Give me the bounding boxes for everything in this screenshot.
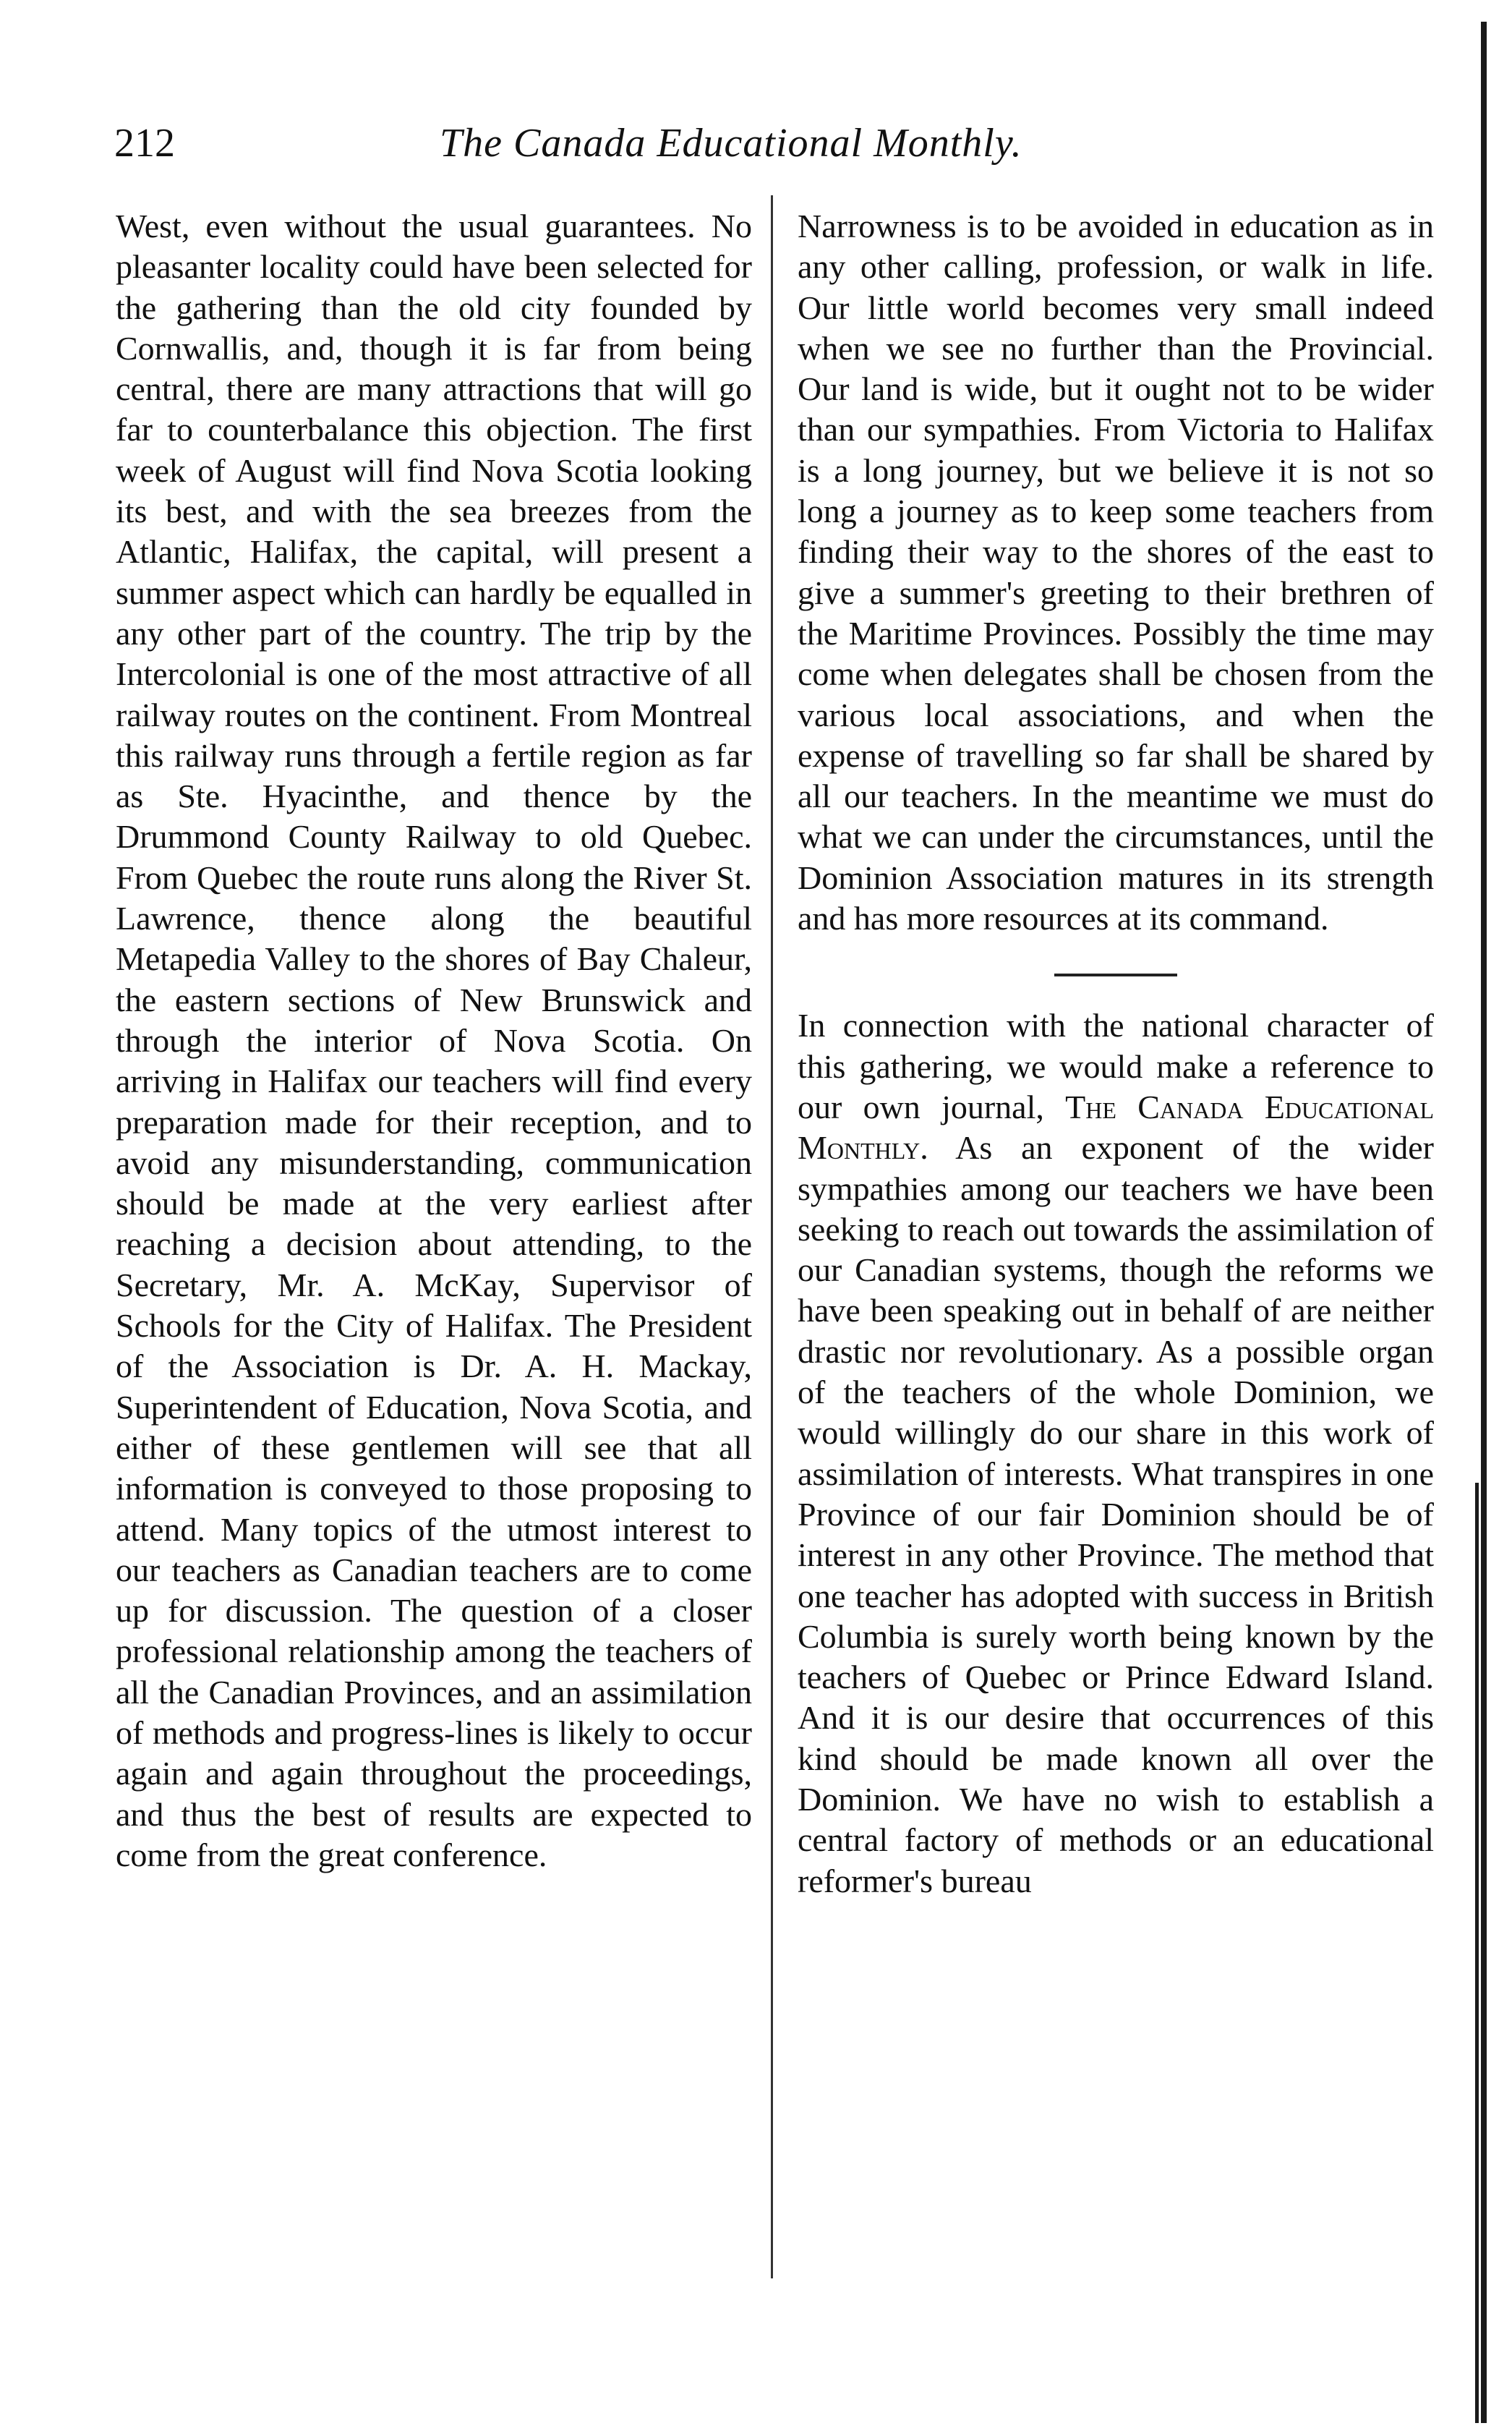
page-header [114, 114, 1430, 172]
running-title: The Canada Educational Monthly. [440, 121, 1022, 166]
column-divider [771, 195, 773, 2278]
left-column [116, 206, 752, 1876]
connection-text-start: In connection with the national character of this gathering, we would make a reference to our own journal, [798, 1007, 1434, 1125]
right-paragraph-narrowness: Narrowness is to be avoided in education as in any other calling, profession, or walk in life. Our little world becomes very small indeed when we see no further than the Provincial. Our land is wide, but it ought not to be wider than our sympathies. From Victoria to Halifax is a long journey, but we believe it is not so long a journey as to keep some teachers from finding their way to the shores of the east to give a summer's greeting to their brethren of the Maritime Provinces. Possibly the time may come when delegates shall be chosen from the various local associations, and when the expense of travelling so far shall be shared by all our teachers. In the meantime we must do what we can under the circumstances, until the Dominion Association matures in its strength and has more resources at its command. [798, 208, 1434, 937]
scan-edge-mark [1481, 22, 1487, 2423]
page-number: 212 [114, 121, 175, 166]
connection-text-end: As an exponent of the wider sympathies among our teachers we have been seeking to reach out towards the assimilation of our Canadian systems, though the reforms we have been speaking out in behalf of are neither drastic nor revolutionary. As a possible organ of the teachers of the whole Dominion, we would willingly do our share in this work of assimilation of interests. What transpires in one Province of our fair Dominion should be of interest in any other Province. The method that one teacher has adopted with success in British Columbia is surely worth being known by the teachers of Quebec or Prince Edward Island. And it is our desire that occurrences of this kind should be made known all over the Dominion. We have no wish to establish a central factory of methods or an educational reformer's bureau [798, 1129, 1435, 1899]
section-divider-rule [1054, 974, 1177, 976]
right-column [798, 206, 1434, 1902]
right-paragraph-connection [798, 1005, 1434, 1902]
scan-edge-mark-lower [1475, 1483, 1479, 2423]
left-paragraph: West, even without the usual guarantees. No pleasanter locality could have been selected for the gathering than the old city founded by Cornwallis, and, though it is far from being central, there are many attractions that will go far to counterbalance this objection. The first week of August will find Nova Scotia looking its best, and with the sea breezes from the Atlantic, Halifax, the capital, will present a summer aspect which can hardly be equalled in any other part of the country. The trip by the Intercolonial is one of the most attractive of all railway routes on the continent. From Montreal this railway runs through a fertile region as far as Ste. Hyacinthe, and thence by the Drummond County Railway to old Quebec. From Quebec the route runs along the River St. Lawrence, thence along the beautiful Metapedia Valley to the shores of Bay Chaleur, the eastern sections of New Brunswick and through the interior of Nova Scotia. On arriving in Halifax our teachers will find every preparation made for their reception, and to avoid any misunderstanding, communication should be made at the very earliest after reaching a decision about attending, to the Secretary, Mr. A. McKay, Supervisor of Schools for the City of Halifax. The President of the Association is Dr. A. H. Mackay, Superintendent of Education, Nova Scotia, and either of these gentlemen will see that all information is conveyed to those proposing to attend. Many topics of the utmost interest to our teachers as Canadian teachers are to come up for discussion. The question of a closer professional relationship among the teachers of all the Canadian Provinces, and an assimilation of methods and progress-lines is likely to occur again and again throughout the proceedings, and thus the best of results are expected to come from the great conference. [116, 208, 752, 1873]
journal-name: The Canada Educational Monthly. [798, 1088, 1435, 1167]
